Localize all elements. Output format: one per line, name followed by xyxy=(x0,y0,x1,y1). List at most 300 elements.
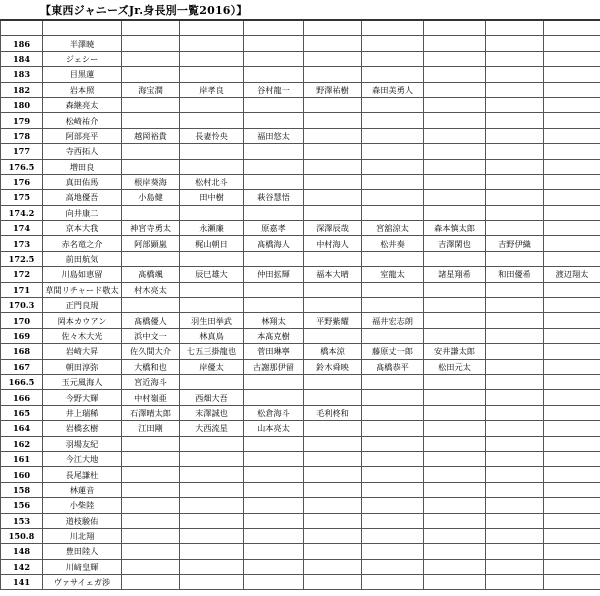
name-cell xyxy=(544,328,600,343)
name-cell: 半澤暁 xyxy=(43,36,122,51)
name-cell: 森本慎太郎 xyxy=(424,221,486,236)
table-row xyxy=(1,174,600,189)
name-cell: 七五三掛龍也 xyxy=(180,344,244,359)
table-row xyxy=(1,159,600,174)
height-cell: 180 xyxy=(1,97,43,112)
name-cell xyxy=(486,282,544,297)
height-cell: 156 xyxy=(1,498,43,513)
name-cell xyxy=(486,97,544,112)
name-cell xyxy=(304,328,362,343)
table-row xyxy=(1,498,600,513)
name-cell: 髙橋優人 xyxy=(122,313,180,328)
name-cell xyxy=(424,328,486,343)
name-cell xyxy=(244,482,304,497)
name-cell xyxy=(486,159,544,174)
name-cell: 松倉海斗 xyxy=(244,405,304,420)
name-cell xyxy=(486,205,544,220)
name-cell xyxy=(486,298,544,313)
name-cell xyxy=(424,190,486,205)
name-cell xyxy=(122,436,180,451)
name-cell: 松村北斗 xyxy=(180,174,244,189)
height-cell: 183 xyxy=(1,67,43,82)
name-cell xyxy=(362,374,424,389)
name-cell xyxy=(304,559,362,574)
name-cell xyxy=(486,374,544,389)
name-cell xyxy=(122,513,180,528)
name-cell xyxy=(486,344,544,359)
height-cell: 164 xyxy=(1,421,43,436)
name-cell xyxy=(362,190,424,205)
name-cell: 岸孝良 xyxy=(180,82,244,97)
name-cell: 野澤祐樹 xyxy=(304,82,362,97)
name-cell: 林蓮音 xyxy=(43,482,122,497)
name-cell xyxy=(244,467,304,482)
name-cell xyxy=(544,421,600,436)
name-cell xyxy=(486,251,544,266)
table-row xyxy=(1,51,600,66)
name-cell: 藤原丈一郎 xyxy=(362,344,424,359)
name-cell xyxy=(424,51,486,66)
name-cell: 林真鳥 xyxy=(180,328,244,343)
name-cell: 原嘉孝 xyxy=(244,221,304,236)
name-cell xyxy=(486,528,544,543)
table-row xyxy=(1,67,600,82)
name-cell xyxy=(244,20,304,36)
name-cell xyxy=(362,144,424,159)
name-cell xyxy=(424,528,486,543)
name-cell xyxy=(424,159,486,174)
name-cell xyxy=(122,451,180,466)
name-cell xyxy=(362,113,424,128)
table-row xyxy=(1,359,600,374)
name-cell xyxy=(544,20,600,36)
name-cell xyxy=(424,36,486,51)
name-cell xyxy=(362,513,424,528)
table-row xyxy=(1,467,600,482)
name-cell xyxy=(244,51,304,66)
name-cell: 道枝駿佑 xyxy=(43,513,122,528)
name-cell: 髙橋海人 xyxy=(244,236,304,251)
name-cell xyxy=(362,528,424,543)
table-row xyxy=(1,328,600,343)
name-cell xyxy=(362,20,424,36)
name-cell xyxy=(486,328,544,343)
name-cell xyxy=(244,251,304,266)
name-cell xyxy=(362,544,424,559)
name-cell xyxy=(180,528,244,543)
table-row xyxy=(1,482,600,497)
name-cell xyxy=(486,498,544,513)
name-cell: 石澤晴太郎 xyxy=(122,405,180,420)
name-cell xyxy=(544,205,600,220)
name-cell: 豊田陸人 xyxy=(43,544,122,559)
table-row xyxy=(1,313,600,328)
name-cell xyxy=(244,97,304,112)
table-row xyxy=(1,513,600,528)
height-cell: 167 xyxy=(1,359,43,374)
name-cell: 江田剛 xyxy=(122,421,180,436)
name-cell xyxy=(180,575,244,590)
name-cell xyxy=(424,436,486,451)
name-cell: 宮近海斗 xyxy=(122,374,180,389)
name-cell xyxy=(244,67,304,82)
table-row xyxy=(1,421,600,436)
name-cell xyxy=(424,482,486,497)
name-cell xyxy=(486,436,544,451)
height-cell: 174.2 xyxy=(1,205,43,220)
name-cell xyxy=(180,451,244,466)
name-cell xyxy=(486,221,544,236)
name-cell xyxy=(244,559,304,574)
name-cell xyxy=(544,482,600,497)
name-cell xyxy=(424,421,486,436)
name-cell xyxy=(424,128,486,143)
name-cell xyxy=(544,82,600,97)
name-cell xyxy=(180,205,244,220)
name-cell: 大橋和也 xyxy=(122,359,180,374)
name-cell xyxy=(304,190,362,205)
name-cell xyxy=(180,298,244,313)
name-cell: ヴァサイェガ渉 xyxy=(43,575,122,590)
table-row xyxy=(1,298,600,313)
name-cell xyxy=(180,251,244,266)
name-cell xyxy=(180,498,244,513)
name-cell: 玉元風海人 xyxy=(43,374,122,389)
name-cell: 岸優太 xyxy=(180,359,244,374)
name-cell xyxy=(244,451,304,466)
name-cell: 福本大晴 xyxy=(304,267,362,282)
table-row xyxy=(1,528,600,543)
name-cell xyxy=(486,36,544,51)
height-cell: 162 xyxy=(1,436,43,451)
name-cell: 朝田淳弥 xyxy=(43,359,122,374)
name-cell xyxy=(486,128,544,143)
name-cell xyxy=(362,498,424,513)
height-cell: 174 xyxy=(1,221,43,236)
table-row xyxy=(1,20,600,36)
name-cell: 小島健 xyxy=(122,190,180,205)
name-cell: 根岸葵海 xyxy=(122,174,180,189)
name-cell: ジェシー xyxy=(43,51,122,66)
name-cell: 諸星翔希 xyxy=(424,267,486,282)
height-cell xyxy=(1,20,43,36)
name-cell xyxy=(424,498,486,513)
name-cell xyxy=(424,97,486,112)
name-cell xyxy=(486,359,544,374)
name-cell xyxy=(122,144,180,159)
height-cell: 184 xyxy=(1,51,43,66)
name-cell xyxy=(362,390,424,405)
name-cell xyxy=(122,205,180,220)
name-cell: 中村嶺亜 xyxy=(122,390,180,405)
name-cell xyxy=(486,313,544,328)
height-cell: 182 xyxy=(1,82,43,97)
name-cell: 越岡裕貴 xyxy=(122,128,180,143)
name-cell xyxy=(304,36,362,51)
name-cell xyxy=(424,20,486,36)
table-row xyxy=(1,390,600,405)
name-cell xyxy=(544,282,600,297)
name-cell xyxy=(544,451,600,466)
name-cell xyxy=(544,544,600,559)
name-cell xyxy=(544,528,600,543)
height-cell: 168 xyxy=(1,344,43,359)
table-row xyxy=(1,36,600,51)
name-cell xyxy=(244,528,304,543)
height-cell: 172.5 xyxy=(1,251,43,266)
name-cell: 向井康二 xyxy=(43,205,122,220)
name-cell xyxy=(244,390,304,405)
name-cell: 井上瑞稀 xyxy=(43,405,122,420)
name-cell: 佐久間大介 xyxy=(122,344,180,359)
name-cell xyxy=(424,374,486,389)
height-cell: 173 xyxy=(1,236,43,251)
name-cell xyxy=(362,559,424,574)
name-cell xyxy=(486,544,544,559)
name-cell: 前田航気 xyxy=(43,251,122,266)
name-cell xyxy=(122,482,180,497)
name-cell xyxy=(486,482,544,497)
name-cell xyxy=(424,575,486,590)
name-cell xyxy=(486,575,544,590)
name-cell xyxy=(244,498,304,513)
name-cell xyxy=(544,128,600,143)
name-cell xyxy=(362,575,424,590)
name-cell: 川北翔 xyxy=(43,528,122,543)
name-cell: 長尾謙杜 xyxy=(43,467,122,482)
table-row xyxy=(1,190,600,205)
name-cell: 本髙克樹 xyxy=(244,328,304,343)
name-cell xyxy=(304,467,362,482)
name-cell xyxy=(244,113,304,128)
name-cell xyxy=(43,20,122,36)
name-cell: 梶山朝日 xyxy=(180,236,244,251)
name-cell xyxy=(362,67,424,82)
name-cell: 羽生田挙武 xyxy=(180,313,244,328)
name-cell xyxy=(424,467,486,482)
name-cell xyxy=(424,205,486,220)
name-cell xyxy=(424,544,486,559)
name-cell xyxy=(180,374,244,389)
name-cell: 吉澤閑也 xyxy=(424,236,486,251)
table-row xyxy=(1,236,600,251)
name-cell: 寺西拓人 xyxy=(43,144,122,159)
name-cell xyxy=(180,467,244,482)
name-cell xyxy=(486,82,544,97)
name-cell xyxy=(424,82,486,97)
name-cell: 松田元太 xyxy=(424,359,486,374)
name-cell xyxy=(180,513,244,528)
table-row xyxy=(1,128,600,143)
height-cell: 148 xyxy=(1,544,43,559)
name-cell: 川﨑皇輝 xyxy=(43,559,122,574)
name-cell: 田中樹 xyxy=(180,190,244,205)
height-cell: 142 xyxy=(1,559,43,574)
height-cell: 160 xyxy=(1,467,43,482)
name-cell: 今江大地 xyxy=(43,451,122,466)
name-cell xyxy=(244,436,304,451)
name-cell xyxy=(180,436,244,451)
name-cell: 森継亮太 xyxy=(43,97,122,112)
name-cell: 岩崎大昇 xyxy=(43,344,122,359)
name-cell: 室龍太 xyxy=(362,267,424,282)
name-cell xyxy=(362,159,424,174)
name-cell xyxy=(180,144,244,159)
name-cell xyxy=(304,20,362,36)
name-cell xyxy=(544,36,600,51)
name-cell xyxy=(544,190,600,205)
height-cell: 172 xyxy=(1,267,43,282)
name-cell xyxy=(424,251,486,266)
height-cell: 170 xyxy=(1,313,43,328)
name-cell xyxy=(544,344,600,359)
table-row xyxy=(1,267,600,282)
name-cell xyxy=(486,190,544,205)
height-cell: 153 xyxy=(1,513,43,528)
name-cell: 辰巳雄大 xyxy=(180,267,244,282)
name-cell: 渡辺翔太 xyxy=(544,267,600,282)
name-cell xyxy=(122,528,180,543)
name-cell: 髙橋颯 xyxy=(122,267,180,282)
name-cell xyxy=(362,405,424,420)
name-cell xyxy=(486,467,544,482)
name-cell xyxy=(544,51,600,66)
name-cell: 今野大輝 xyxy=(43,390,122,405)
name-cell: 海宝潤 xyxy=(122,82,180,97)
name-cell xyxy=(304,513,362,528)
table-row xyxy=(1,205,600,220)
name-cell xyxy=(304,575,362,590)
name-cell: 谷村龍一 xyxy=(244,82,304,97)
name-cell xyxy=(180,482,244,497)
name-cell xyxy=(544,144,600,159)
name-cell xyxy=(362,467,424,482)
height-cell: 165 xyxy=(1,405,43,420)
name-cell xyxy=(362,205,424,220)
name-cell xyxy=(424,67,486,82)
name-cell xyxy=(486,51,544,66)
height-table-container xyxy=(0,19,600,596)
name-cell xyxy=(122,575,180,590)
name-cell xyxy=(486,513,544,528)
name-cell xyxy=(424,282,486,297)
name-cell xyxy=(544,298,600,313)
name-cell xyxy=(304,205,362,220)
name-cell xyxy=(424,559,486,574)
table-row xyxy=(1,344,600,359)
height-cell: 161 xyxy=(1,451,43,466)
name-cell xyxy=(304,482,362,497)
name-cell xyxy=(544,559,600,574)
name-cell xyxy=(244,205,304,220)
name-cell: 岡本カウアン xyxy=(43,313,122,328)
name-cell xyxy=(304,374,362,389)
name-cell: 古謝那伊留 xyxy=(244,359,304,374)
name-cell xyxy=(244,544,304,559)
name-cell xyxy=(424,113,486,128)
name-cell xyxy=(544,390,600,405)
name-cell xyxy=(304,67,362,82)
name-cell: 高地優吾 xyxy=(43,190,122,205)
name-cell xyxy=(544,374,600,389)
name-cell: 岩本照 xyxy=(43,82,122,97)
name-cell xyxy=(304,528,362,543)
name-cell xyxy=(244,575,304,590)
name-cell: 目黒蓮 xyxy=(43,67,122,82)
height-cell: 150.8 xyxy=(1,528,43,543)
name-cell: 正門良規 xyxy=(43,298,122,313)
height-cell: 179 xyxy=(1,113,43,128)
name-cell xyxy=(122,20,180,36)
table-row xyxy=(1,405,600,420)
name-cell xyxy=(244,36,304,51)
name-cell: 川島如恵留 xyxy=(43,267,122,282)
name-cell xyxy=(304,113,362,128)
name-cell xyxy=(362,328,424,343)
name-cell: 吉野伊織 xyxy=(486,236,544,251)
name-cell: 福田悠太 xyxy=(244,128,304,143)
name-cell xyxy=(304,436,362,451)
name-cell: 草間リチャード敬太 xyxy=(43,282,122,297)
name-cell xyxy=(362,451,424,466)
name-cell xyxy=(424,451,486,466)
name-cell xyxy=(544,174,600,189)
name-cell xyxy=(122,67,180,82)
height-cell: 171 xyxy=(1,282,43,297)
name-cell: 萩谷慧悟 xyxy=(244,190,304,205)
name-cell xyxy=(424,390,486,405)
name-cell: 末澤誠也 xyxy=(180,405,244,420)
name-cell xyxy=(486,559,544,574)
height-cell: 186 xyxy=(1,36,43,51)
name-cell: 髙橋恭平 xyxy=(362,359,424,374)
name-cell xyxy=(180,113,244,128)
table-row xyxy=(1,144,600,159)
name-cell: 永瀬廉 xyxy=(180,221,244,236)
name-cell xyxy=(180,282,244,297)
name-cell: 中村海人 xyxy=(304,236,362,251)
name-cell xyxy=(362,421,424,436)
page-title: 【東西ジャニーズJr.身長別一覧2016）】 xyxy=(40,3,248,17)
name-cell: 森田美勇人 xyxy=(362,82,424,97)
table-row xyxy=(1,221,600,236)
name-cell xyxy=(180,559,244,574)
name-cell xyxy=(544,359,600,374)
name-cell xyxy=(304,498,362,513)
name-cell xyxy=(180,67,244,82)
name-cell xyxy=(122,113,180,128)
height-cell: 178 xyxy=(1,128,43,143)
name-cell: 鈴木舜映 xyxy=(304,359,362,374)
name-cell xyxy=(362,482,424,497)
name-cell xyxy=(362,282,424,297)
name-cell xyxy=(424,174,486,189)
name-cell: 平野紫耀 xyxy=(304,313,362,328)
name-cell xyxy=(424,144,486,159)
height-cell: 166 xyxy=(1,390,43,405)
name-cell: 佐々木大光 xyxy=(43,328,122,343)
name-cell xyxy=(486,67,544,82)
name-cell xyxy=(544,467,600,482)
name-cell xyxy=(424,405,486,420)
table-row xyxy=(1,97,600,112)
name-cell xyxy=(180,159,244,174)
name-cell: 菅田琳寧 xyxy=(244,344,304,359)
name-cell xyxy=(362,51,424,66)
name-cell: 神宮寺勇太 xyxy=(122,221,180,236)
name-cell xyxy=(486,20,544,36)
name-cell: 仲田拡輝 xyxy=(244,267,304,282)
